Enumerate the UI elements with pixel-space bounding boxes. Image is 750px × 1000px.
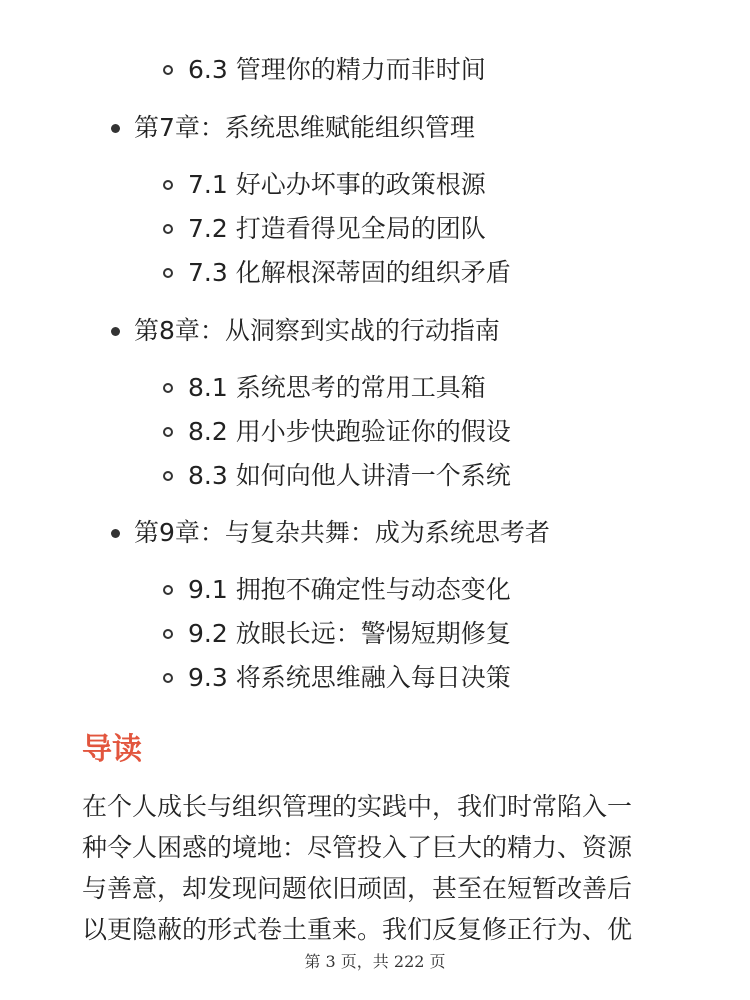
- toc-chapter-8[interactable]: 第8章：从洞察到实战的行动指南: [134, 316, 500, 345]
- hollow-bullet-icon: [163, 585, 173, 595]
- toc-chapter-9[interactable]: 第9章：与复杂共舞：成为系统思考者: [134, 518, 550, 547]
- toc-subsection-7-3[interactable]: 7.3 化解根深蒂固的组织矛盾: [188, 258, 511, 287]
- toc-subsection-8-2[interactable]: 8.2 用小步快跑验证你的假设: [188, 417, 511, 446]
- toc-subsection-7-2[interactable]: 7.2 打造看得见全局的团队: [188, 214, 486, 243]
- page-number-footer: 第 3 页，共 222 页: [304, 952, 446, 971]
- toc-subsection-6-3[interactable]: 6.3 管理你的精力而非时间: [188, 55, 486, 84]
- hollow-bullet-icon: [163, 427, 173, 437]
- hollow-bullet-icon: [163, 180, 173, 190]
- hollow-bullet-icon: [163, 65, 173, 75]
- toc-subsection-9-3[interactable]: 9.3 将系统思维融入每日决策: [188, 663, 511, 692]
- section-heading: 导读: [82, 732, 142, 767]
- body-line: 以更隐蔽的形式卷土重来。我们反复修正行为、优: [82, 915, 633, 944]
- body-line: 种令人困惑的境地：尽管投入了巨大的精力、资源: [82, 833, 633, 862]
- hollow-bullet-icon: [163, 268, 173, 278]
- hollow-bullet-icon: [163, 224, 173, 234]
- hollow-bullet-icon: [163, 673, 173, 683]
- toc-subsection-8-1[interactable]: 8.1 系统思考的常用工具箱: [188, 373, 486, 402]
- body-line: 在个人成长与组织管理的实践中，我们时常陷入一: [82, 792, 633, 821]
- hollow-bullet-icon: [163, 383, 173, 393]
- toc-subsection-9-1[interactable]: 9.1 拥抱不确定性与动态变化: [188, 575, 511, 604]
- hollow-bullet-icon: [163, 471, 173, 481]
- hollow-bullet-icon: [163, 629, 173, 639]
- toc-subsection-8-3[interactable]: 8.3 如何向他人讲清一个系统: [188, 461, 511, 490]
- solid-bullet-icon: [111, 124, 120, 133]
- solid-bullet-icon: [111, 327, 120, 336]
- toc-subsection-7-1[interactable]: 7.1 好心办坏事的政策根源: [188, 170, 486, 199]
- solid-bullet-icon: [111, 529, 120, 538]
- body-line: 与善意，却发现问题依旧顽固，甚至在短暂改善后: [82, 874, 633, 903]
- body-paragraph: [82, 786, 672, 950]
- toc-chapter-7[interactable]: 第7章：系统思维赋能组织管理: [134, 113, 475, 142]
- toc-subsection-9-2[interactable]: 9.2 放眼长远：警惕短期修复: [188, 619, 511, 648]
